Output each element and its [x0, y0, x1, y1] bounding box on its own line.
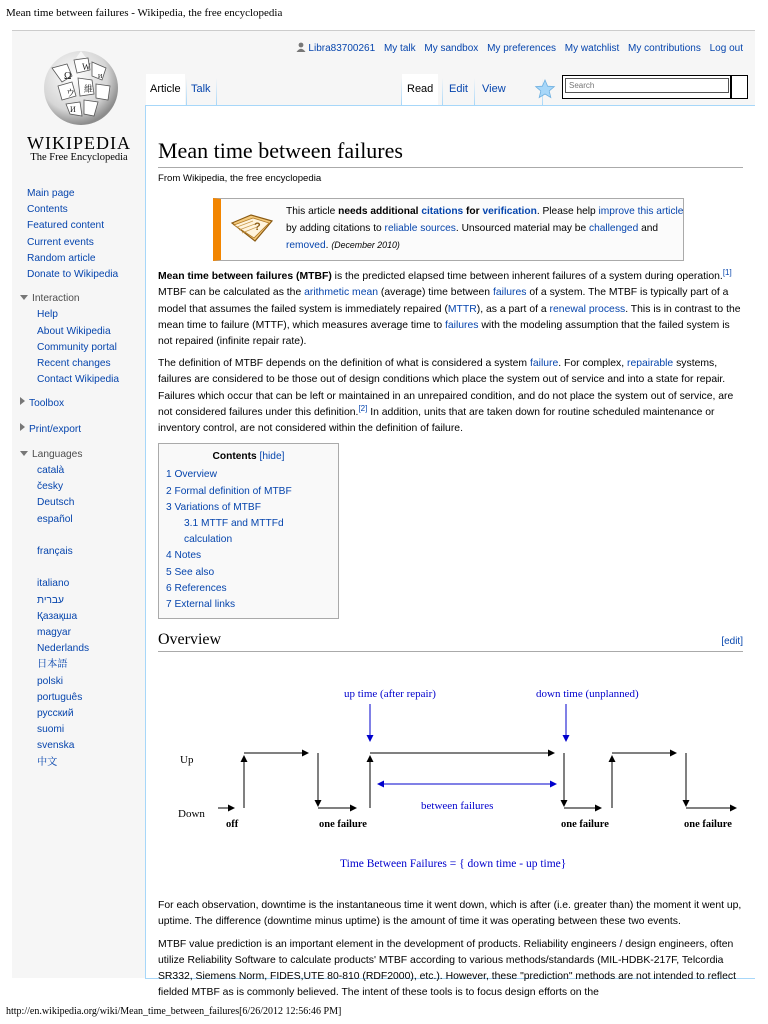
table-of-contents: [158, 443, 339, 619]
collapsed-arrow-icon: [20, 423, 25, 431]
section-heading-text: Overview: [158, 631, 222, 649]
lang-link[interactable]: português: [37, 691, 83, 703]
globe-icon: [22, 46, 140, 126]
one-failure-label: one failure: [684, 819, 732, 831]
svg-text:И: И: [70, 105, 76, 114]
portal-toolbox-header[interactable]: [12, 396, 132, 412]
page-title: Mean time between failures: [158, 137, 743, 168]
mtbf-diagram-svg: [156, 656, 746, 886]
svg-text:Ω: Ω: [64, 71, 72, 82]
portal-print-label: Print/export: [29, 423, 82, 435]
failures-link[interactable]: failures: [492, 287, 527, 299]
lang-link[interactable]: español: [37, 513, 73, 525]
svg-text:ウ: ウ: [66, 88, 76, 98]
portal-interaction-label: Interaction: [32, 293, 80, 305]
removed-link[interactable]: removed: [286, 240, 326, 252]
paragraph-prediction: MTBF value prediction is an important element in the development of products. Reliability engineers / design engineers, often utilize Reliability Software to calculate products' MTBF according to various methods/standards (MIL-HDBK-217F, Telcordia SR332, Siemens Norm, FIDES,UTE 80-810 (RDF2000), etc.). However, these "prediction" methods are not intended to reflect fielded MTBF as is commonly believed. The intent of these tools is to focus design efforts on the: [158, 938, 736, 999]
book-question-icon: [229, 211, 275, 245]
arithmetic-mean-link[interactable]: arithmetic mean: [304, 287, 379, 299]
citation-notice-text: [286, 204, 686, 255]
lang-link[interactable]: 中文: [37, 756, 58, 768]
repairable-link[interactable]: repairable: [627, 358, 674, 370]
paragraph-text: . For complex,: [558, 358, 627, 370]
lang-link[interactable]: français: [37, 546, 73, 558]
lang-link[interactable]: Қазақша: [37, 610, 78, 622]
user-icon: [296, 42, 306, 52]
lang-link[interactable]: suomi: [37, 724, 65, 736]
sidebar-item-donate[interactable]: Donate to Wikipedia: [27, 269, 119, 281]
collapsed-arrow-icon: [20, 397, 25, 405]
sidebar-item-recent-changes[interactable]: Recent changes: [37, 358, 111, 370]
paragraph-text: with the modeling assumption that the failed system is not repaired (infinite repair rate).: [158, 319, 730, 348]
mtbf-diagram: [156, 656, 746, 886]
lang-link[interactable]: italiano: [37, 578, 70, 590]
lang-link-blank: [12, 528, 132, 544]
sidebar-item-contents[interactable]: Contents: [27, 204, 68, 216]
lang-link-blank: [12, 560, 132, 576]
reference-link[interactable]: [2]: [358, 403, 368, 413]
mttr-link[interactable]: MTTR: [447, 303, 477, 315]
up-time-label: up time (after repair): [344, 688, 436, 701]
challenged-link[interactable]: challenged: [588, 222, 639, 234]
sidebar-item-help[interactable]: Help: [37, 309, 58, 321]
paragraph-text: (average) time between: [378, 287, 493, 299]
toc-title: [166, 449, 331, 465]
toc-item[interactable]: 2 Formal definition of MTBF: [166, 485, 292, 497]
lang-link[interactable]: Nederlands: [37, 643, 90, 655]
off-label: off: [226, 819, 239, 831]
paragraph-text: In addition, units that are taken down for routine scheduled maintenance or inventory control, are not considered within the definition of failure.: [158, 406, 715, 435]
paragraph-text: systems, failures are considered to be those out of design conditions which place the system out of service and into a state for repair. Failures which occur that can be left or maintained in an unrepaired condition, and do not place the system out of service, are not considered failures under this definition.: [158, 358, 734, 418]
paragraph-text: ), as a part of a: [476, 303, 550, 315]
failures-link[interactable]: failures: [445, 319, 479, 331]
search-box: [562, 75, 748, 99]
tab-separator: [216, 78, 217, 105]
expanded-arrow-icon: [20, 451, 28, 456]
watch-star-icon[interactable]: [534, 78, 556, 100]
citation-notice-box: [213, 198, 684, 261]
toc-item[interactable]: 3 Variations of MTBF: [166, 501, 261, 513]
term-bold: Mean time between failures (MTBF): [158, 271, 332, 283]
svg-text:W: W: [82, 62, 91, 72]
notice-text: . Unsourced material may be: [455, 222, 589, 234]
personal-tools: [290, 42, 743, 54]
notice-text: needs additional: [338, 206, 422, 218]
svg-text:維: 維: [84, 84, 94, 94]
my-preferences-link[interactable]: My preferences: [487, 43, 557, 54]
tab-talk[interactable]: Talk: [191, 83, 211, 95]
portal-toolbox-label: Toolbox: [29, 398, 65, 410]
my-sandbox-link[interactable]: My sandbox: [424, 43, 479, 54]
user-link[interactable]: [296, 43, 378, 54]
search-input[interactable]: [565, 78, 729, 93]
my-watchlist-link[interactable]: My watchlist: [564, 43, 620, 54]
section-edit-link[interactable]: [edit]: [721, 636, 743, 648]
my-talk-link[interactable]: My talk: [383, 43, 416, 54]
search-button[interactable]: [730, 76, 747, 98]
paragraph-intro: [158, 269, 743, 350]
section-heading-overview: [158, 629, 743, 652]
lang-link[interactable]: Deutsch: [37, 497, 75, 509]
renewal-process-link[interactable]: renewal process: [549, 303, 626, 315]
notice-text: by adding citations to: [286, 222, 385, 234]
reliable-sources-link[interactable]: reliable sources: [384, 222, 456, 234]
reference-link[interactable]: [1]: [722, 268, 732, 278]
toc-item[interactable]: 4 Notes: [166, 550, 202, 562]
toc-item[interactable]: 3.1 MTTF and MTTFd calculation: [184, 518, 284, 546]
verification-link[interactable]: verification: [482, 206, 537, 218]
portal-languages-items: [12, 463, 132, 771]
tab-edit[interactable]: Edit: [449, 83, 468, 95]
toc-item[interactable]: 7 External links: [166, 599, 236, 611]
paragraph-text: MTBF can be calculated as the: [158, 287, 305, 299]
lang-link[interactable]: русский: [37, 708, 74, 720]
between-failures-label: between failures: [421, 800, 494, 813]
citations-link[interactable]: citations: [421, 206, 464, 218]
portal-print-header[interactable]: [12, 422, 132, 438]
lang-link[interactable]: polski: [37, 675, 64, 687]
sidebar: [12, 186, 132, 771]
site-subtitle: From Wikipedia, the free encyclopedia: [158, 173, 322, 184]
sidebar-item-main-page[interactable]: Main page: [27, 188, 75, 199]
log-out-link[interactable]: Log out: [709, 43, 743, 54]
wikipedia-page: [12, 30, 755, 999]
notice-text: This article: [286, 206, 339, 218]
notice-text: .: [325, 240, 329, 252]
tab-read[interactable]: Read: [402, 74, 438, 105]
portal-languages-header[interactable]: [12, 447, 132, 463]
toc-item[interactable]: 6 References: [166, 582, 227, 594]
tab-article[interactable]: Article: [146, 74, 185, 105]
toc-title-text: Contents: [212, 451, 257, 463]
sidebar-item-random-article[interactable]: Random article: [27, 252, 96, 264]
wikipedia-logo[interactable]: [22, 46, 140, 196]
improve-article-link[interactable]: improve this article: [598, 206, 684, 218]
sidebar-item-featured-content[interactable]: Featured content: [27, 220, 105, 232]
notice-text: . Please help: [536, 206, 599, 218]
paragraph-text: . This is in contrast to the mean time to failure (MTTF), which measures average time to: [158, 303, 741, 331]
toc-item[interactable]: 5 See also: [166, 566, 215, 578]
paragraph-text: is the predicted elapsed time between inherent failures of a system during operation.: [331, 271, 723, 283]
down-time-label: down time (unplanned): [536, 688, 639, 701]
print-footer-url: http://en.wikipedia.org/wiki/Mean_time_between_failures[6/26/2012 12:56:46 PM]: [6, 1006, 342, 1017]
toc-item[interactable]: 1 Overview: [166, 469, 217, 481]
toc-hide-link[interactable]: [hide]: [259, 451, 285, 463]
lang-link[interactable]: česky: [37, 481, 64, 493]
portal-interaction-items: [12, 307, 132, 388]
sidebar-item-contact[interactable]: Contact Wikipedia: [37, 374, 120, 386]
sidebar-navigation: [12, 186, 132, 283]
paragraph-text: The definition of MTBF depends on the definition of what is considered a system: [158, 358, 530, 370]
lang-link[interactable]: 日本語: [37, 659, 68, 671]
paragraph-text: of a system. The MTBF is typically part of a model that assumes the failed system is immediately repaired (: [158, 287, 729, 315]
lang-link[interactable]: català: [37, 465, 65, 477]
formula-label: Time Between Failures = { down time - up time}: [340, 858, 567, 871]
sidebar-item-current-events[interactable]: Current events: [27, 236, 94, 248]
my-contributions-link[interactable]: My contributions: [628, 43, 701, 54]
down-axis-label: Down: [178, 808, 205, 821]
lang-link[interactable]: svenska: [37, 740, 75, 752]
one-failure-label: one failure: [561, 819, 609, 831]
svg-text:и: и: [98, 71, 103, 80]
portal-languages-label: Languages: [32, 448, 83, 460]
article-content: [145, 105, 755, 999]
one-failure-label: one failure: [319, 819, 367, 831]
sidebar-item-about[interactable]: About Wikipedia: [37, 325, 111, 337]
lang-link[interactable]: magyar: [37, 627, 71, 639]
sidebar-item-community-portal[interactable]: Community portal: [37, 341, 117, 353]
logo-tagline: The Free Encyclopedia: [30, 152, 128, 163]
notice-text: and: [638, 222, 659, 234]
lang-link[interactable]: עברית: [37, 594, 64, 606]
print-header-title: Mean time between failures - Wikipedia, the free encyclopedia: [6, 7, 283, 19]
failure-link[interactable]: failure: [529, 358, 559, 370]
paragraph-observation: For each observation, downtime is the instantaneous time it went down, which is after (i.e. greater than) the moment it went up, uptime. The difference (downtime minus uptime) is the amount of time it was operating between these two events.: [158, 900, 742, 928]
logo-wordmark: WIKIPEDIA: [27, 133, 131, 153]
portal-interaction-header[interactable]: [12, 291, 132, 307]
tab-view-history[interactable]: View: [482, 83, 506, 95]
expanded-arrow-icon: [20, 295, 28, 300]
paragraph-definition: [158, 356, 743, 437]
notice-date: (December 2010): [331, 240, 400, 251]
username-label: Libra83700261: [308, 43, 376, 54]
up-axis-label: Up: [180, 754, 194, 767]
notice-text: for: [463, 206, 483, 218]
svg-text:?: ?: [254, 221, 261, 234]
